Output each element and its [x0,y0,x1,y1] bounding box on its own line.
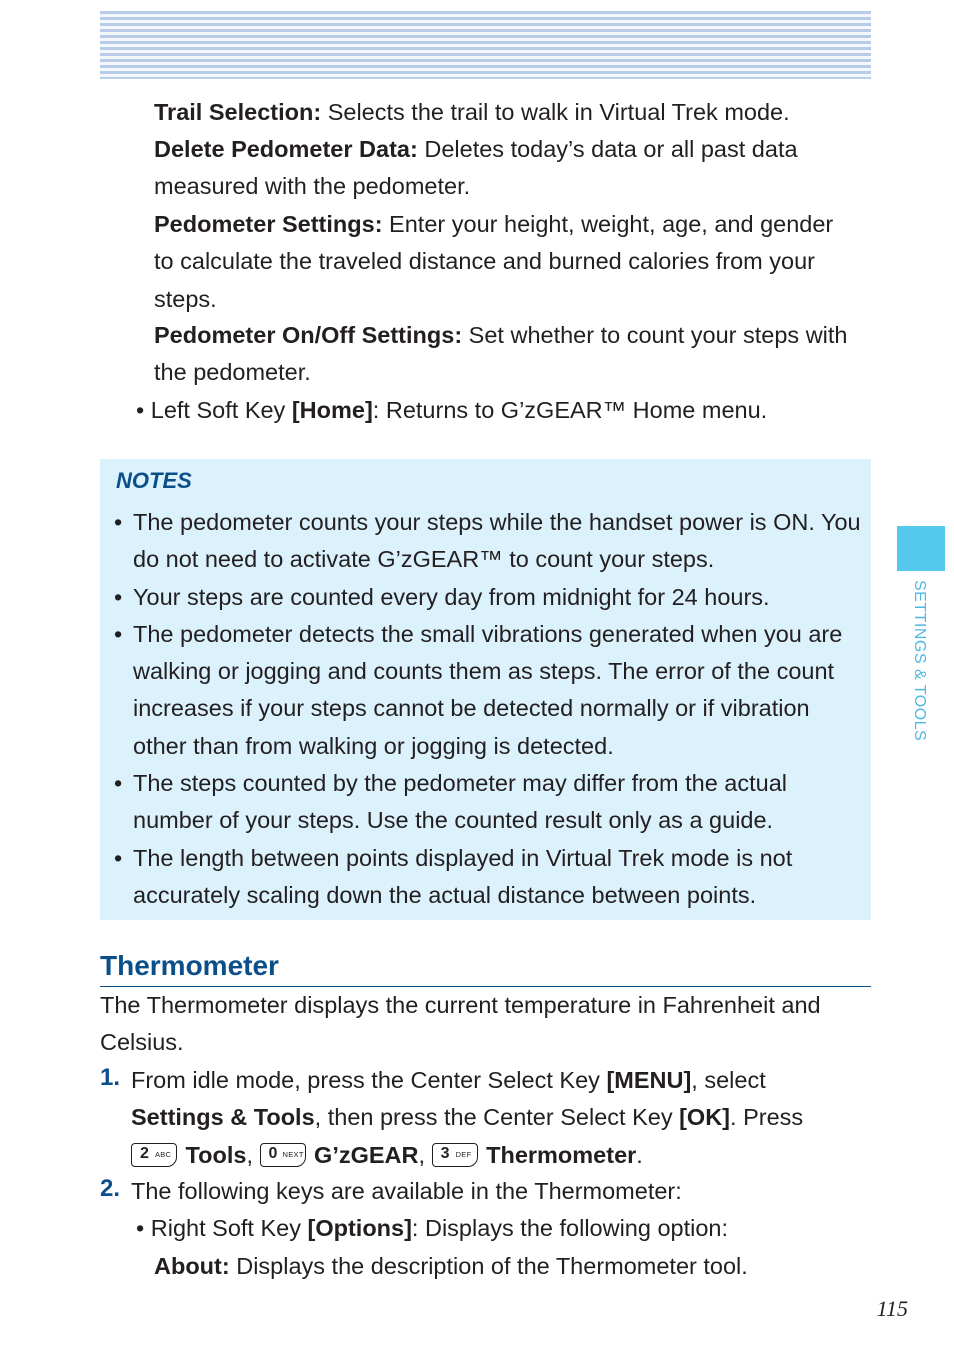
notes-item: • The steps counted by the pedometer may differ from the actual number of your steps. Use the counted result only as a guide. [114,770,788,834]
definition-pedometer-onoff: Pedometer On/Off Settings: Set whether to count your steps with the pedometer. [154,322,848,386]
step-1-text: From idle mode, press the Center Select Key [MENU], select Settings & Tools, then press the Center Select Key [OK]. Press 2 ABC Tools, 0 NEXT G’zGEAR, 3 DEF Thermometer. [131,1067,804,1168]
definition-trail-selection: Trail Selection: Selects the trail to walk in Virtual Trek mode. [154,99,790,125]
notes-item: • Your steps are counted every day from midnight for 24 hours. [114,583,770,610]
definition-delete-pedometer-data: Delete Pedometer Data: Deletes today’s data or all past data measured with the pedometer. [154,136,798,200]
key-3-def-icon: 3 DEF [432,1143,478,1167]
notes-item: • The pedometer detects the small vibrations generated when you are walking or jogging and counts them as steps. The error of the count increases if your steps cannot be detected normally or if vibration other than from walking or jogging is detected. [114,620,843,759]
side-section-label: SETTINGS & TOOLS [911,580,928,742]
page-number: 115 [876,1296,908,1321]
notes-box [100,459,871,920]
step-2-number: 2. [100,1175,121,1202]
notes-list [114,504,864,914]
notes-item: • The pedometer counts your steps while the handset power is ON. You do not need to activate G’zGEAR™ to count your steps. [114,509,861,573]
step-1-number: 1. [100,1064,121,1091]
definition-pedometer-settings: Pedometer Settings: Enter your height, weight, age, and gender to calculate the traveled distance and burned calories from your steps. [154,211,834,312]
section-title: Thermometer [100,946,871,987]
header-band [100,11,871,79]
key-2-abc-icon: 2 ABC [131,1143,177,1167]
bullet-right-soft-key: • Right Soft Key [Options]: Displays the following option: [136,1215,729,1241]
key-0-next-icon: 0 NEXT [260,1143,306,1167]
bullet-left-soft-key: • Left Soft Key [Home]: Returns to G’zGEAR™ Home menu. [136,397,768,423]
notes-title: NOTES [116,468,192,493]
section-side-tab [897,526,945,571]
definition-about: About: Displays the description of the Thermometer tool. [154,1253,748,1279]
step-2-text: The following keys are available in the Thermometer: [131,1178,682,1204]
section-intro: The Thermometer displays the current temperature in Fahrenheit and Celsius. [100,992,821,1056]
notes-item: • The length between points displayed in Virtual Trek mode is not accurately scaling down the actual distance between points. [114,844,793,908]
